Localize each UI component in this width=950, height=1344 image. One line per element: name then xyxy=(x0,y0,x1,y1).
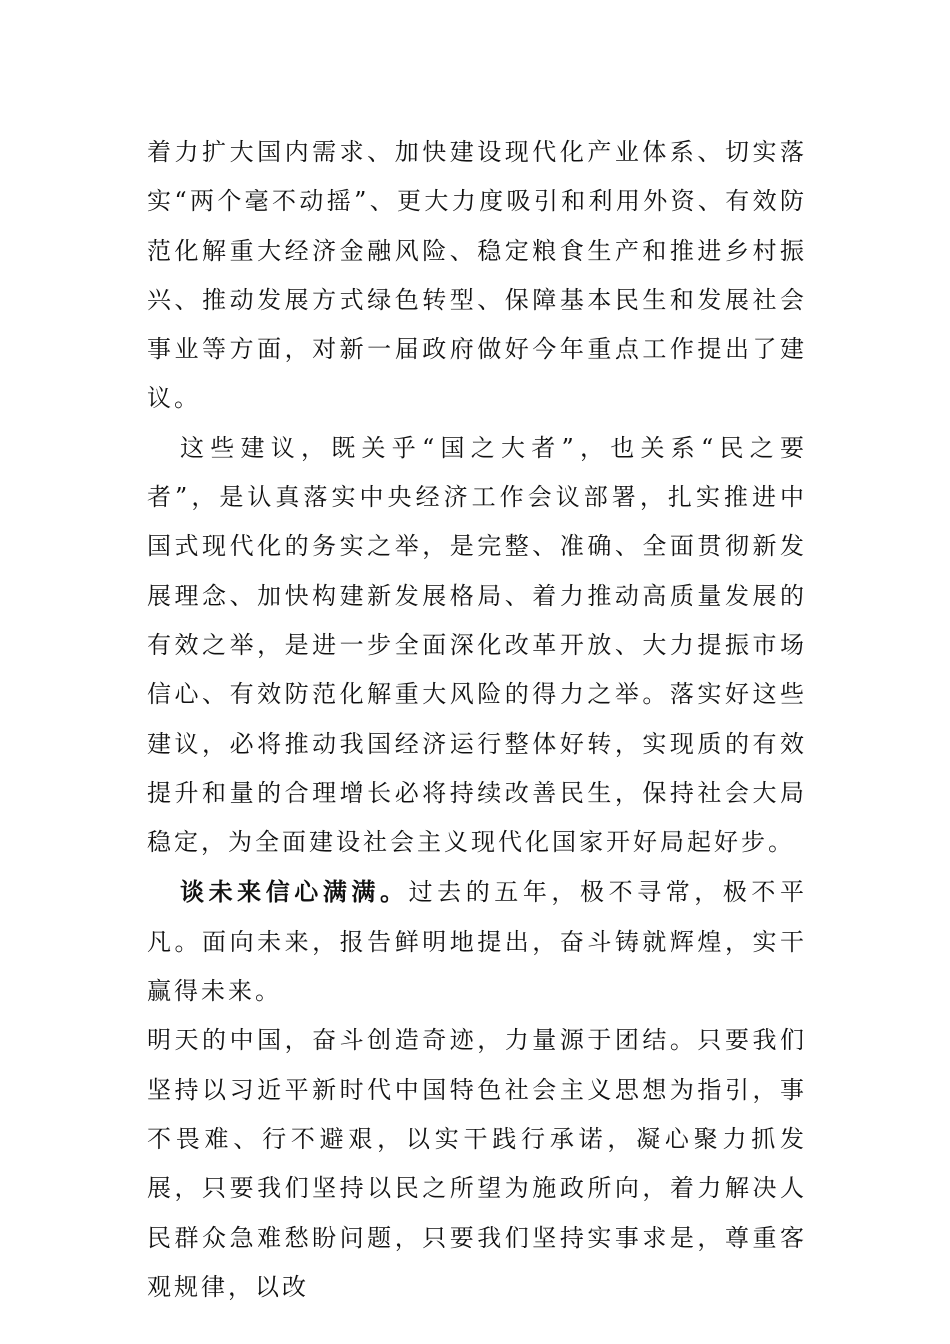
paragraph-1 xyxy=(147,128,807,424)
paragraph-4 xyxy=(147,1016,807,1312)
paragraph-3-bold-lead: 谈未来信心满满。 xyxy=(180,877,409,907)
paragraph-2-text: 这些建议，既关乎“国之大者”，也关系“民之要者”，是认真落实中央经济工作会议部署，扎实推进中国式现代化的务实之举，是完整、准确、全面贯彻新发展理念、加快构建新发展格局、着力推动高质量发展的有效之举，是进一步全面深化改革开放、大力提振市场信心、有效防范化解重大风险的得力之举。落实好这些建议，必将推动我国经济运行整体好转，实现质的有效提升和量的合理增长必将持续改善民生，保持社会大局稳定，为全面建设社会主义现代化国家开好局起好步。 xyxy=(147,433,807,857)
paragraph-3-text: 过去的五年，极不寻常，极不平凡。面向未来，报告鲜明地提出，奋斗铸就辉煌，实干赢得未来。 xyxy=(147,878,808,1006)
paragraph-2 xyxy=(147,424,807,868)
document-body xyxy=(147,128,807,1312)
paragraph-3 xyxy=(147,867,807,1016)
paragraph-1-text: 着力扩大国内需求、加快建设现代化产业体系、切实落实“两个毫不动摇”、更大力度吸引和利用外资、有效防范化解重大经济金融风险、稳定粮食生产和推进乡村振兴、推动发展方式绿色转型、保障基本民生和发展社会事业等方面，对新一届政府做好今年重点工作提出了建议。 xyxy=(147,138,807,413)
paragraph-4-text: 明天的中国，奋斗创造奇迹，力量源于团结。只要我们坚持以习近平新时代中国特色社会主义思想为指引，事不畏难、行不避艰，以实干践行承诺，凝心聚力抓发展，只要我们坚持以民之所望为施政所向，着力解决人民群众急难愁盼问题，只要我们坚持实事求是，尊重客观规律，以改 xyxy=(147,1026,807,1301)
